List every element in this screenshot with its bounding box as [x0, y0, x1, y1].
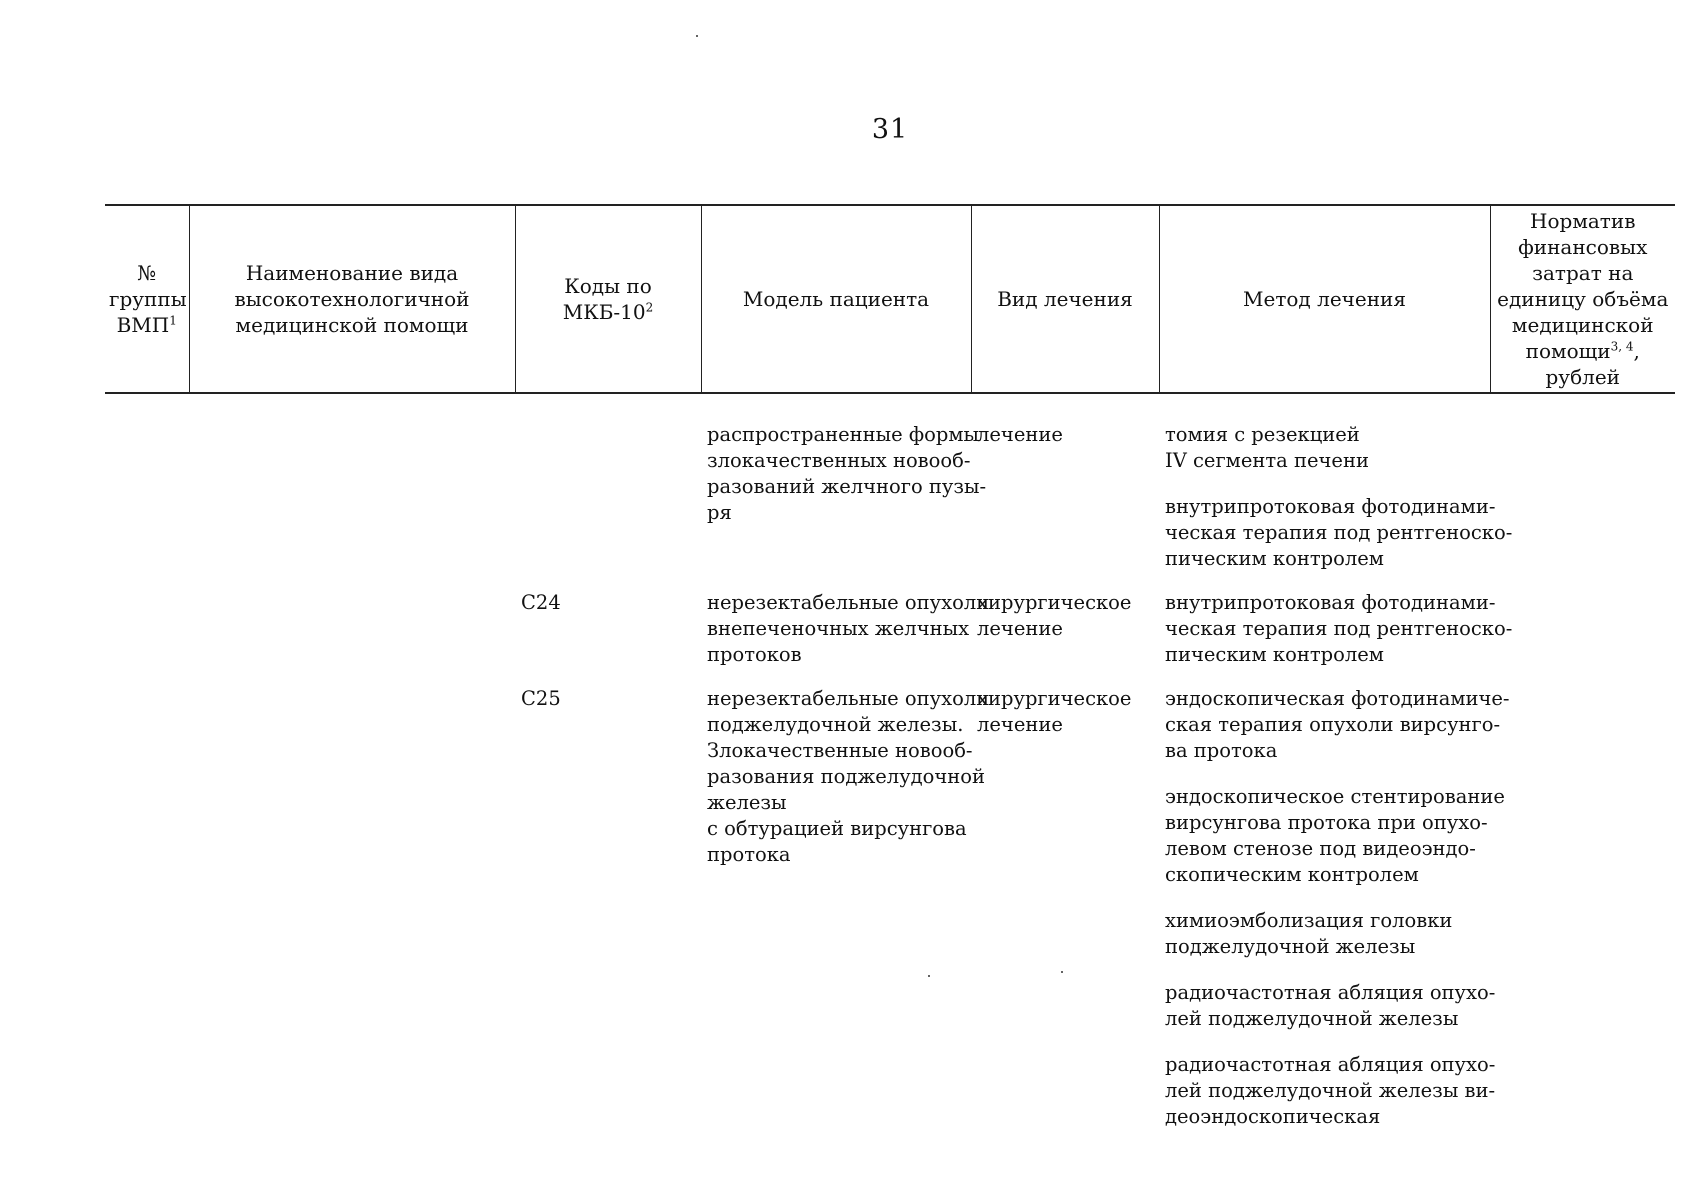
scan-speck [696, 35, 698, 37]
cell-code: C24 [521, 591, 561, 614]
cell-treatment-type: хирургическое лечение [977, 687, 1132, 736]
cell-norm [1490, 393, 1675, 572]
method-item: внутрипротоковая фотодинами- ческая терапия под рентгеноско- пическим контролем [1165, 591, 1513, 666]
table-body [105, 393, 1675, 1130]
table-header-row [105, 205, 1675, 393]
method-item: эндоскопическая фотодинамиче- ская терапия опухоли вирсунго- ва протока [1165, 687, 1510, 762]
header-method: Метод лечения [1159, 205, 1490, 393]
method-spacer [1165, 888, 1484, 908]
treatment-table [105, 204, 1675, 1130]
cell-methods [1159, 393, 1513, 572]
cell-group-no [105, 393, 189, 572]
cell-code: C25 [521, 687, 561, 710]
scan-speck [928, 975, 930, 977]
cell-group-no [105, 572, 189, 668]
header-name: Наименование вида высокотехнологичной медицинской помощи [189, 205, 515, 393]
table-row [105, 668, 1675, 1130]
cell-code [515, 393, 701, 572]
page-number: 31 [871, 114, 909, 145]
method-spacer [1165, 960, 1484, 980]
scan-speck [1061, 971, 1063, 973]
method-item: эндоскопическое стентирование вирсунгова протока при опухо- левом стенозе под видеоэндо- скопическим контролем [1165, 785, 1505, 886]
method-spacer [1165, 474, 1484, 494]
cell-norm [1490, 668, 1675, 1130]
header-patient-model: Модель пациента [701, 205, 971, 393]
table-row [105, 572, 1675, 668]
cell-treatment-type: лечение [977, 423, 1063, 446]
method-item: внутрипротоковая фотодинами- ческая терапия под рентгеноско- пическим контролем [1165, 495, 1513, 570]
header-codes: Коды по МКБ-$10^2$ [515, 205, 701, 393]
header-treatment-type: Вид лечения [971, 205, 1159, 393]
method-spacer [1165, 764, 1484, 784]
cell-patient-model: нерезектабельные опухоли внепеченочных желчных протоков [707, 591, 990, 666]
table-row [105, 393, 1675, 572]
cell-treatment-type: хирургическое лечение [977, 591, 1132, 640]
cell-methods [1159, 668, 1510, 1130]
method-item: томия с резекцией IV сегмента печени [1165, 423, 1369, 472]
header-norm: Норматив финансовых затрат на единицу объёма медицинской помощи$^{3, 4}$, рублей [1490, 205, 1675, 393]
method-spacer [1165, 1032, 1484, 1052]
cell-name [189, 572, 515, 668]
method-item: химиоэмболизация головки поджелудочной железы [1165, 909, 1453, 958]
method-item: радиочастотная абляция опухо- лей поджелудочной железы ви- деоэндоскопическая [1165, 1053, 1496, 1128]
method-item: радиочастотная абляция опухо- лей поджелудочной железы [1165, 981, 1496, 1030]
cell-patient-model: распространенные формы злокачественных новооб- разований желчного пузы- ря [707, 423, 987, 524]
cell-norm [1490, 572, 1675, 668]
cell-methods [1159, 572, 1513, 668]
cell-name [189, 393, 515, 572]
cell-group-no [105, 668, 189, 1130]
header-group-no: № группы ВМП$^1$ [105, 205, 189, 393]
cell-name [189, 668, 515, 1130]
cell-patient-model: нерезектабельные опухоли поджелудочной железы. Злокачественные новооб- разования поджелудочной железы с обтурацией вирсунгова протока [707, 687, 990, 866]
